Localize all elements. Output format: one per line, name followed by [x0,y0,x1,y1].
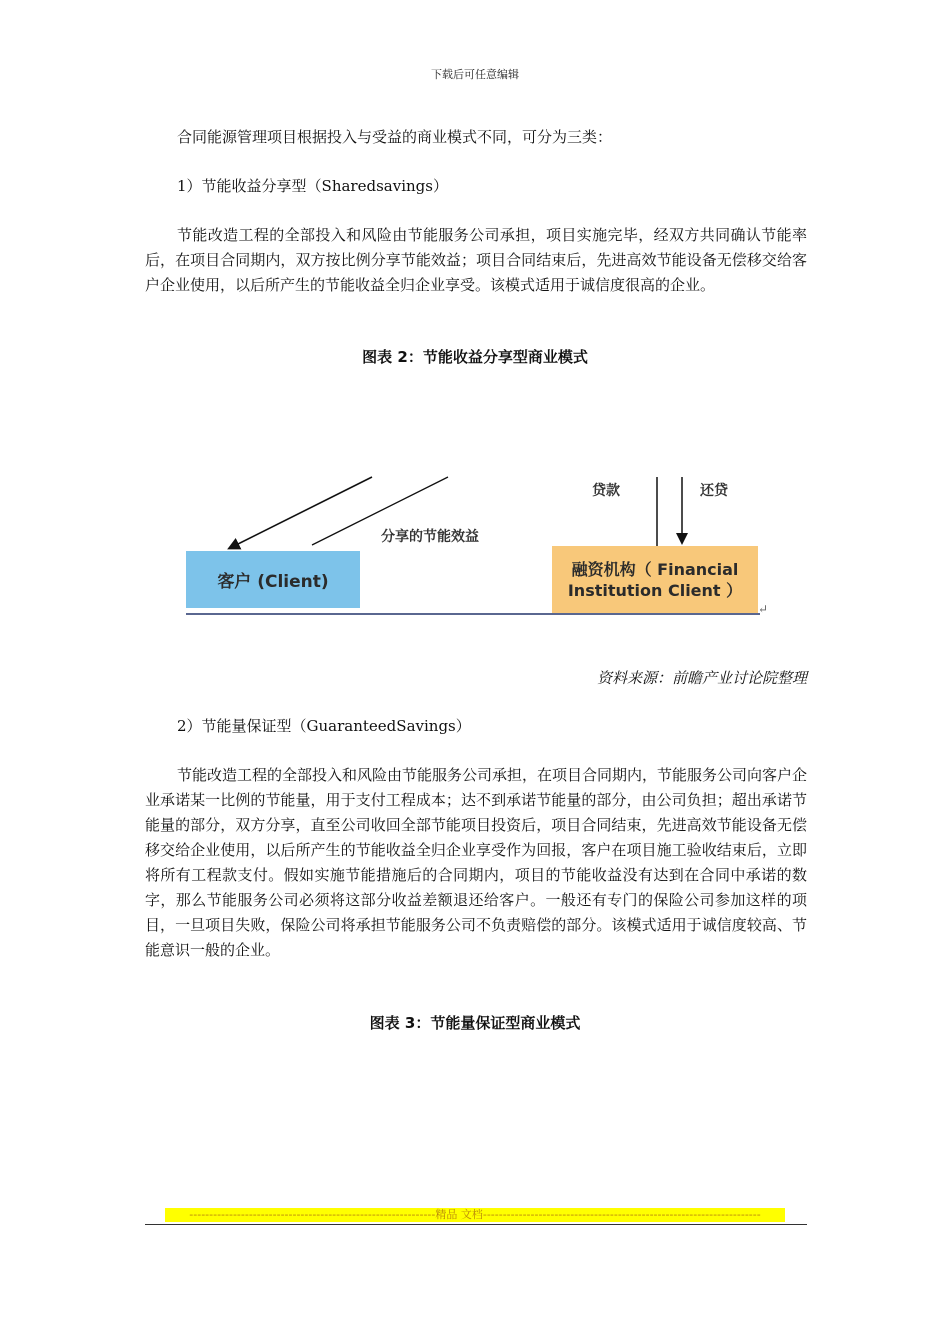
section2-body: 节能改造工程的全部投入和风险由节能服务公司承担，在项目合同期内，节能服务公司向客户企业承诺某一比例的节能量，用于支付工程成本；达不到承诺节能量的部分，由公司负担；超出承诺节能量的部分，双方分享，直至公司收回全部节能项目投资后，项目合同结束，先进高效节能设备无偿移交给企业使用，以后所产生的节能收益全归企业享受作为回报，客户在项目施工验收结束后，立即将所有工程款支付。假如实施节能措施后的合同期内，项目的节能收益没有达到在合同中承诺的数字，那么节能服务公司必须将这部分收益差额退还给客户。一般还有专门的保险公司参加这样的项目，一旦项目失败，保险公司将承担节能服务公司不负责赔偿的部分。该模式适用于诚信度较高、节能意识一般的企业。 [145,766,808,959]
figure3-caption: 图表 3：节能量保证型商业模式 [369,1014,581,1032]
loan-label: 贷款 [592,483,620,499]
intro-paragraph: 合同能源管理项目根据投入与受益的商业模式不同，可分为三类： [177,128,613,146]
footer-rule [145,1224,807,1225]
share-label: 分享的节能效益 [381,529,479,545]
footer-banner: --------------------------------------------------------------精品 文档---------------------------------------------------------------------- [165,1208,785,1222]
section1-heading: 1）节能收益分享型（Sharedsavings） [177,177,448,195]
page-header: 下载后可任意编辑 [431,68,519,81]
repay-label: 还贷 [700,483,728,499]
return-mark: ↵ [758,602,769,616]
section1-body: 节能改造工程的全部投入和风险由节能服务公司承担，项目实施完毕，经双方共同确认节能率后，在项目合同期内，双方按比例分享节能效益；项目合同结束后，先进高效节能设备无偿移交给客户企业使用，以后所产生的节能收益全归企业享受。该模式适用于诚信度很高的企业。 [145,226,807,294]
client-box-label: 客户 (Client) [217,572,329,592]
client-box [186,551,360,608]
arrow-to-client [230,477,372,548]
section2-heading: 2）节能量保证型（GuaranteedSavings） [177,717,471,735]
business-model-diagram [0,460,950,630]
financial-institution-box [552,546,758,613]
finance-box-line2: Institution Client ） [567,580,743,600]
finance-box-line1: 融资机构（ Financial [571,559,739,579]
figure2-caption: 图表 2：节能收益分享型商业模式 [362,348,588,366]
source-note: 资料来源：前瞻产业讨论院整理 [596,669,807,687]
